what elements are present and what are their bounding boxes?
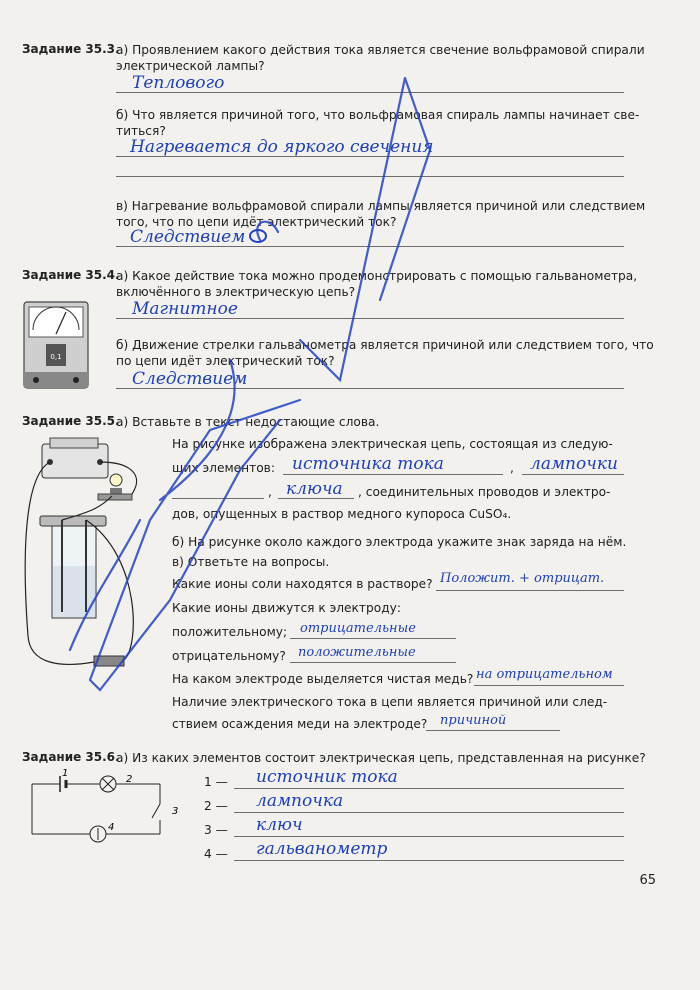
t353-a-question-1: а) Проявлением какого действия тока является свечение вольфрамовой спирали [116, 43, 645, 57]
task-35-5-label: Задание 35.5. [22, 414, 120, 428]
t356-item-num: 2 — [204, 799, 228, 813]
t355-q-cause-2: ствием осаждения меди на электроде? [172, 717, 428, 731]
answer-line [474, 685, 624, 686]
electrolysis-circuit-figure [20, 436, 166, 686]
t355-q-negative: отрицательному? [172, 649, 286, 663]
t355-answer-copper: на отрицательном [476, 667, 613, 682]
t354-b-answer: Следствием [132, 369, 248, 389]
answer-line [290, 638, 456, 639]
t355-paragraph-1: На рисунке изображена электрическая цепь, состоящая из следую- [172, 437, 613, 451]
t355-answer-2: лампочки [530, 454, 618, 474]
t355-q-positive: положительному; [172, 625, 288, 639]
answer-line [290, 662, 456, 663]
t356-item-answer: гальванометр [256, 839, 388, 859]
answer-line [172, 498, 264, 499]
t356-question: а) Из каких элементов состоит электрическая цепь, представленная на рисунке? [116, 751, 646, 765]
figure-label-3: 3 [172, 806, 179, 817]
t353-c-answer: Следствием [130, 227, 246, 247]
t355-answer-1: источника тока [292, 454, 444, 474]
t353-a-answer: Теплового [132, 73, 225, 93]
figure-label-2: 2 [126, 774, 133, 785]
galvanometer-readout: 0,1 [50, 353, 62, 361]
t356-item-answer: лампочка [256, 791, 344, 811]
circuit-schematic-figure [22, 768, 190, 844]
t355-answer-negative: положительные [298, 645, 416, 660]
answer-line [234, 860, 624, 861]
t355-answer-ions: Положит. + отрицат. [440, 571, 605, 586]
t355-paragraph-2-start: щих элементов: [172, 461, 275, 475]
task-35-4-label: Задание 35.4. [22, 268, 120, 282]
page-number: 65 [639, 873, 656, 888]
t354-a-question-2: включённого в электрическую цепь? [116, 285, 356, 299]
t353-a-question-2: электрической лампы? [116, 59, 265, 73]
answer-line [283, 474, 503, 475]
t353-c-question-2: того, что по цепи идёт электрический ток? [116, 215, 397, 229]
t355-c-task: в) Ответьте на вопросы. [172, 555, 330, 569]
t353-b-question-2: титься? [116, 124, 166, 138]
t354-a-answer: Магнитное [132, 299, 238, 319]
t355-q-ions: Какие ионы соли находятся в растворе? [172, 577, 433, 591]
t353-b-question-1: б) Что является причиной того, что вольфрамовая спираль лампы начинает све- [116, 108, 640, 122]
t355-q-cause-1: Наличие электрического тока в цепи является причиной или след- [172, 695, 608, 709]
t356-item-num: 3 — [204, 823, 228, 837]
answer-line [116, 176, 624, 177]
t356-item-num: 4 — [204, 847, 228, 861]
t355-q-move: Какие ионы движутся к электроду: [172, 601, 401, 615]
t354-b-question-2: по цепи идёт электрический ток? [116, 354, 335, 368]
answer-line [426, 730, 560, 731]
t355-paragraph-3-end: , соединительных проводов и электро- [358, 485, 611, 499]
t355-comma: , [510, 461, 514, 475]
figure-label-1: 1 [62, 768, 69, 779]
t353-b-answer: Нагревается до яркого свечения [130, 137, 434, 157]
answer-line [234, 836, 624, 837]
t355-comma: , [268, 485, 272, 499]
t356-item-answer: ключ [256, 815, 303, 835]
figure-label-4: 4 [108, 822, 115, 833]
t356-item-num: 1 — [204, 775, 228, 789]
t354-b-question-1: б) Движение стрелки гальванометра является причиной или следствием того, что [116, 338, 654, 352]
t356-item-answer: источник тока [256, 767, 398, 787]
answer-line [522, 474, 624, 475]
t355-b-task: б) На рисунке около каждого электрода укажите знак заряда на нём. [172, 535, 627, 549]
task-35-3-label: Задание 35.3. [22, 42, 120, 56]
t355-intro: а) Вставьте в текст недостающие слова. [116, 415, 380, 429]
t355-answer-positive: отрицательные [300, 621, 416, 636]
t353-c-question-1: в) Нагревание вольфрамовой спирали лампы является причиной или следствием [116, 199, 646, 213]
task-35-6-label: Задание 35.6. [22, 750, 120, 764]
galvanometer-figure [22, 300, 90, 390]
t355-answer-3: ключа [286, 479, 343, 499]
t355-q-copper: На каком электроде выделяется чистая медь? [172, 672, 474, 686]
t354-a-question-1: а) Какое действие тока можно продемонстрировать с помощью гальванометра, [116, 269, 638, 283]
t355-answer-cause: причиной [440, 713, 507, 728]
answer-line [234, 788, 624, 789]
t355-paragraph-4: дов, опущенных в раствор медного купороса CuSO₄. [172, 507, 512, 521]
answer-line [436, 590, 624, 591]
answer-line [234, 812, 624, 813]
